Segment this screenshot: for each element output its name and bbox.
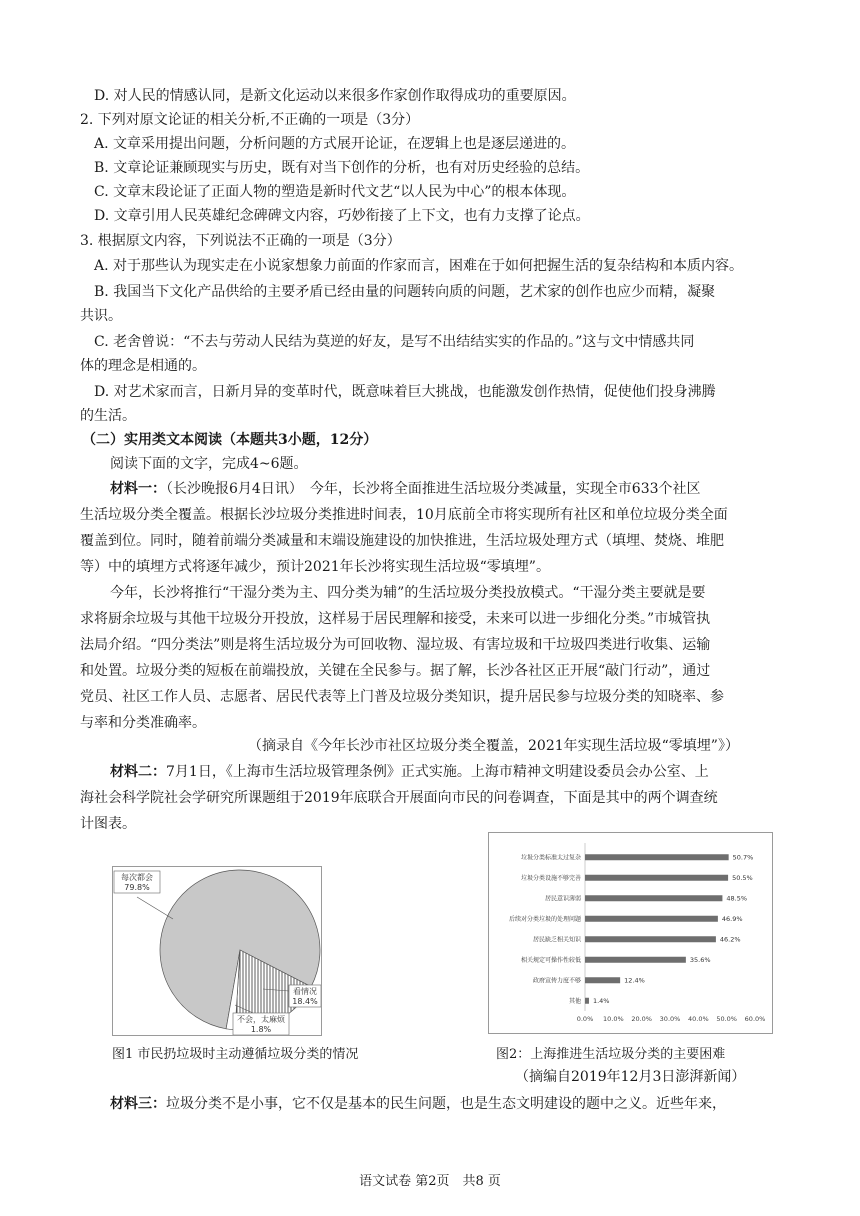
material1-p2-line6: 与率和分类准确率。 — [80, 715, 206, 731]
material1-text: （长沙晚报6月4日讯） 今年，长沙将全面推进生活垃圾分类减量，实现全市633个社区 — [166, 481, 701, 497]
section-instruction: 阅读下面的文字，完成4~6题。 — [110, 456, 308, 472]
q1-option-d: D. 对人民的情感认同，是新文化运动以来很多作家创作取得成功的重要原因。 — [94, 88, 576, 104]
x-tick-label: 20.0% — [631, 1015, 652, 1023]
material1-p2-line1: 今年，长沙将推行“干湿分类为主、四分类为辅”的生活垃圾分类投放模式。“干湿分类主要就是要 — [110, 585, 706, 601]
bar-category-label: 居民缺乏相关知识 — [532, 936, 581, 944]
material1-p2-line3: 法局介绍。“四分类法”则是将生活垃圾分为可回收物、湿垃圾、有害垃圾和干垃圾四类进行收集、运输 — [80, 637, 711, 653]
bar-category-label: 其他 — [568, 998, 581, 1006]
material3-text: 垃圾分类不是小事，它不仅是基本的民生问题，也是生态文明建设的题中之义。近些年来， — [166, 1096, 726, 1112]
pie-slice-value: 79.8% — [124, 883, 150, 892]
material3-label: 材料三： — [110, 1096, 166, 1112]
x-tick-label: 50.0% — [716, 1015, 737, 1023]
pie-slice-label: 每次都会 — [121, 873, 153, 882]
q3-option-c-line2: 体的理念是相通的。 — [80, 358, 206, 374]
figure1-caption: 图1 市民扔垃圾时主动遵循垃圾分类的情况 — [112, 1047, 359, 1062]
material1-line2: 生活垃圾分类全覆盖。根据长沙垃圾分类推进时间表，10月底前全市将实现所有社区和单位垃圾分类全面 — [80, 507, 728, 523]
material2-text: 7月1日，《上海市生活垃圾管理条例》正式实施。上海市精神文明建设委员会办公室、上 — [166, 764, 709, 780]
material2-label: 材料二： — [110, 764, 166, 780]
material1-p2-line5: 党员、社区工作人员、志愿者、居民代表等上门普及垃圾分类知识，提升居民参与垃圾分类的知晓率、参 — [80, 689, 724, 705]
bar — [585, 977, 620, 983]
material1-line3: 覆盖到位。同时，随着前端分类减量和末端设施建设的加快推进，生活垃圾处理方式（填埋、焚烧、堆肥 — [80, 533, 724, 549]
bar-value-label: 50.7% — [732, 853, 754, 862]
pie-slice-label: 看情况 — [293, 987, 317, 996]
bar — [585, 936, 716, 942]
material2-line3: 计图表。 — [80, 816, 136, 832]
q3-option-d-line1: D. 对艺术家而言，日新月异的变革时代，既意味着巨大挑战，也能激发创作热情，促使他们投身沸腾 — [94, 384, 716, 400]
bar-category-label: 垃圾分类标准太过复杂 — [520, 854, 581, 862]
q2-option-b: B. 文章论证兼顾现实与历史，既有对当下创作的分析，也有对历史经验的总结。 — [94, 160, 590, 176]
material1-p2-line4: 和处置。垃圾分类的短板在前端投放，关键在全民参与。据了解，长沙各社区正开展“敲门行动”，通过 — [80, 663, 711, 679]
bar-category-label: 后续对分类垃圾的处理问题 — [508, 916, 581, 924]
q3-option-b-line2: 共识。 — [80, 308, 122, 324]
q3-stem: 3. 根据原文内容，下列说法不正确的一项是（3分） — [80, 233, 401, 249]
bar — [585, 916, 718, 922]
section-title: （二）实用类文本阅读（本题共3小题，12分） — [82, 432, 378, 448]
x-tick-label: 0.0% — [576, 1015, 594, 1023]
pie-leader-line — [137, 897, 173, 919]
q3-option-b-line1: B. 我国当下文化产品供给的主要矛盾已经由量的问题转向质的问题，艺术家的创作也应少而精，凝聚 — [94, 284, 716, 300]
figure2-bar-chart — [488, 832, 773, 1034]
material1-source: （摘录自《今年长沙市社区垃圾分类全覆盖，2021年实现生活垃圾“零填埋”》） — [248, 738, 739, 754]
bar-value-label: 46.2% — [719, 935, 741, 944]
bar-category-label: 居民意识薄弱 — [544, 895, 581, 903]
x-tick-label: 40.0% — [688, 1015, 709, 1023]
q3-option-d-line2: 的生活。 — [80, 408, 136, 424]
bar-value-label: 46.9% — [721, 915, 743, 924]
q2-option-a: A. 文章采用提出问题，分析问题的方式展开论证，在逻辑上也是逐层递进的。 — [94, 136, 576, 152]
bar — [585, 895, 722, 901]
material3-line1 — [110, 1092, 810, 1116]
material1-p2-line2: 求将厨余垃圾与其他干垃圾分开投放，这样易于居民理解和接受，未来可以进一步细化分类。”市城管执 — [80, 611, 711, 627]
bar — [585, 998, 589, 1004]
material1-label: 材料一： — [110, 481, 166, 497]
x-tick-label: 10.0% — [603, 1015, 624, 1023]
x-tick-label: 30.0% — [659, 1015, 681, 1023]
material2-source: （摘编自2019年12月3日澎湃新闻） — [515, 1069, 746, 1085]
bar-value-label: 1.4% — [592, 997, 610, 1006]
bar-category-label: 垃圾分类设施不够完善 — [520, 875, 581, 883]
x-tick-label: 60.0% — [744, 1015, 766, 1023]
material2-line2: 海社会科学院社会学研究所课题组于2019年底联合开展面向市民的问卷调查，下面是其中的两个调查统 — [80, 790, 718, 806]
figure2-caption: 图2：上海推进生活垃圾分类的主要困难 — [496, 1047, 726, 1062]
q3-option-a: A. 对于那些认为现实走在小说家想象力前面的作家而言，困难在于如何把握生活的复杂结构和本质内容。 — [94, 258, 744, 274]
material2-line1 — [110, 760, 810, 784]
pie-slice-value: 1.8% — [250, 1025, 272, 1034]
page-footer: 语文试卷 第2页 共8 页 — [359, 1174, 501, 1189]
q3-option-c-line1: C. 老舍曾说：“不去与劳动人民结为莫逆的好友，是写不出结结实实的作品的。”这与文中情感共同 — [94, 334, 695, 350]
q2-option-d: D. 文章引用人民英雄纪念碑碑文内容，巧妙衔接了上下文，也有力支撑了论点。 — [94, 208, 590, 224]
bar-chart-svg — [489, 833, 772, 1033]
bar-value-label: 35.6% — [689, 956, 711, 965]
material1-line1 — [110, 477, 810, 501]
figure1-pie-chart — [112, 866, 322, 1036]
pie-chart-svg — [113, 867, 321, 1035]
bar — [585, 875, 728, 881]
bar-category-label: 相关规定可操作性较低 — [520, 957, 581, 965]
bar-value-label: 48.5% — [726, 894, 748, 903]
material1-line4: 等）中的填埋方式将逐年减少，预计2021年长沙将实现生活垃圾“零填埋”。 — [80, 559, 550, 575]
bar — [585, 957, 686, 963]
bar-value-label: 12.4% — [624, 976, 645, 985]
pie-slice-label: 不会，太麻烦 — [237, 1015, 285, 1024]
bar — [585, 854, 729, 860]
bar-value-label: 50.5% — [732, 874, 753, 883]
pie-slice-value: 18.4% — [292, 997, 318, 1006]
q2-option-c: C. 文章末段论证了正面人物的塑造是新时代文艺“以人民为中心”的根本体现。 — [94, 184, 576, 200]
q2-stem: 2. 下列对原文论证的相关分析,不正确的一项是（3分） — [80, 112, 420, 128]
bar-category-label: 政府宣传力度不够 — [532, 977, 581, 985]
